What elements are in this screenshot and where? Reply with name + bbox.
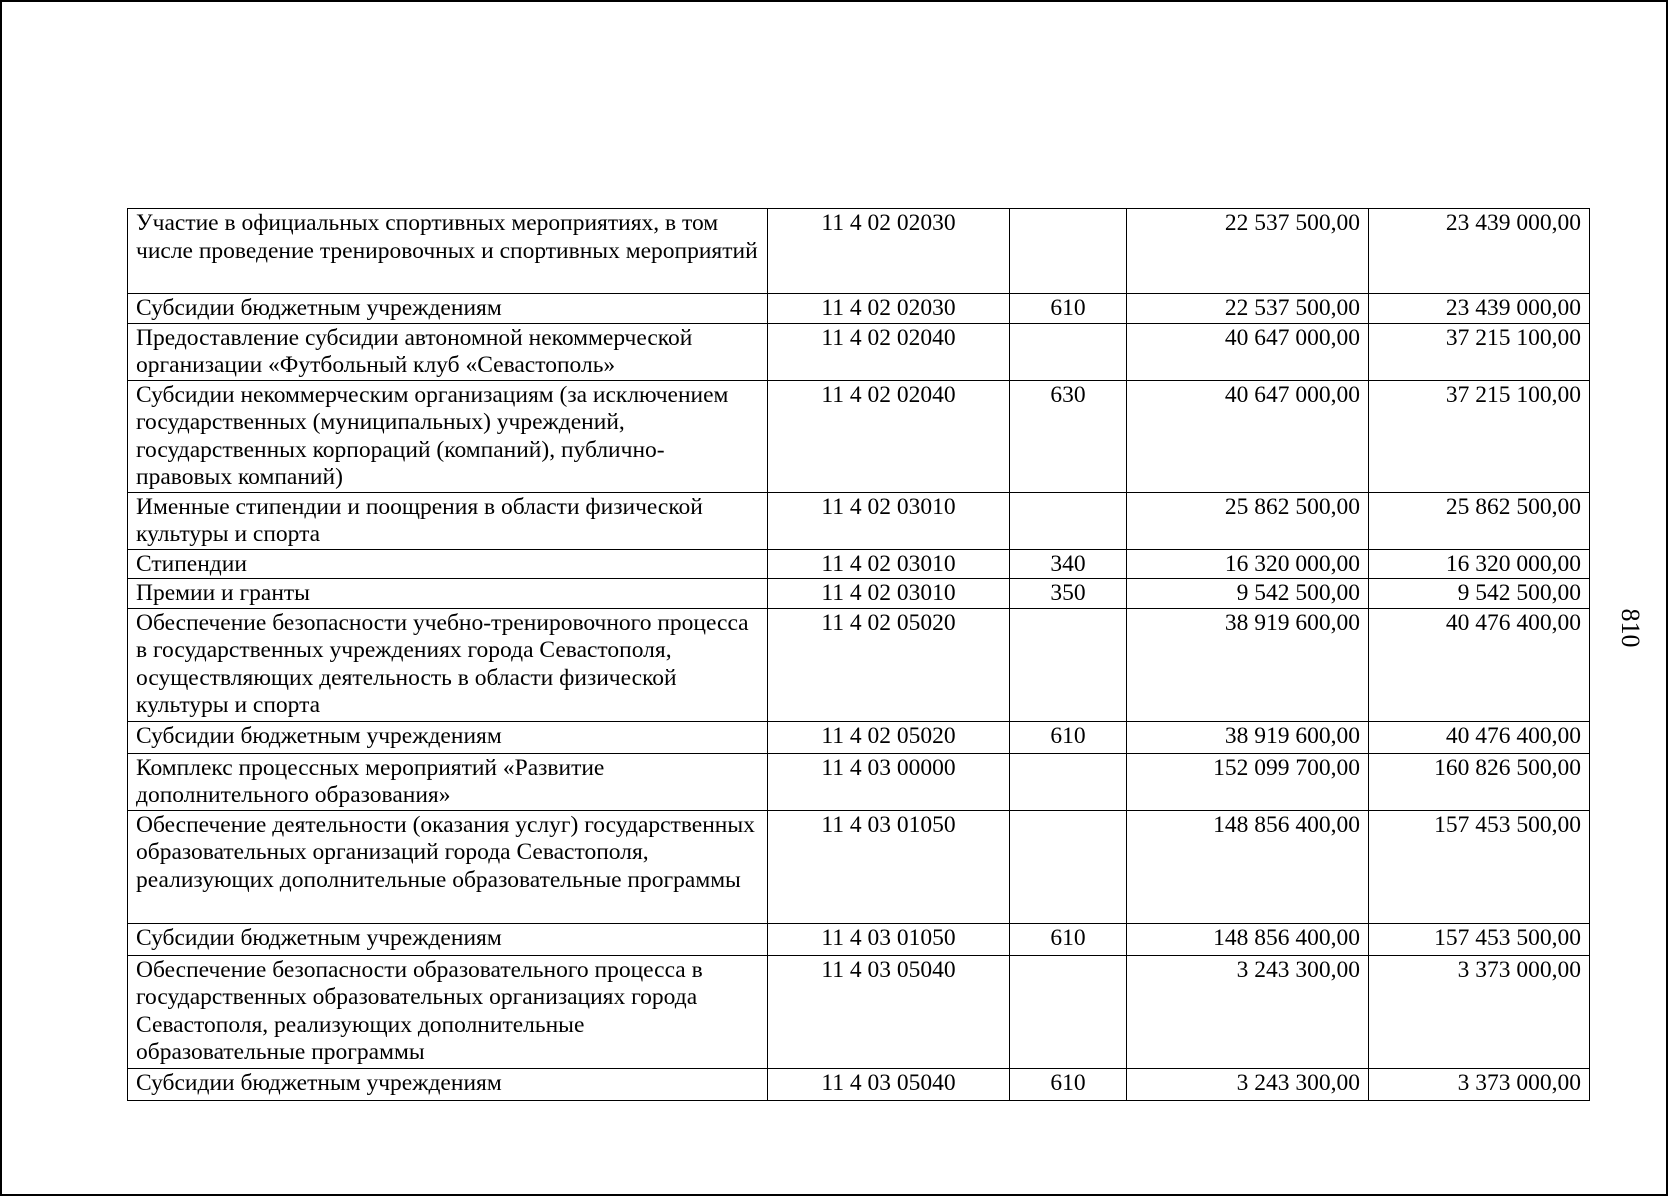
table-row <box>128 492 1590 549</box>
table-row <box>128 579 1590 609</box>
expense-type-code: 630 <box>1010 380 1127 492</box>
amount-year-2: 25 862 500,00 <box>1369 492 1590 549</box>
amount-year-2: 9 542 500,00 <box>1369 579 1590 609</box>
table-row <box>128 1068 1590 1100</box>
target-article-code: 11 4 03 01050 <box>768 810 1010 923</box>
target-article-code: 11 4 03 05040 <box>768 1068 1010 1100</box>
budget-table <box>127 208 1590 1101</box>
amount-year-1: 40 647 000,00 <box>1127 323 1369 380</box>
expense-type-code <box>1010 323 1127 380</box>
target-article-code: 11 4 03 01050 <box>768 923 1010 955</box>
target-article-code: 11 4 03 00000 <box>768 753 1010 810</box>
expense-type-code: 610 <box>1010 294 1127 324</box>
amount-year-1: 9 542 500,00 <box>1127 579 1369 609</box>
table-row <box>128 721 1590 753</box>
amount-year-2: 23 439 000,00 <box>1369 209 1590 294</box>
expense-type-code: 610 <box>1010 1068 1127 1100</box>
target-article-code: 11 4 02 02030 <box>768 209 1010 294</box>
row-name: Субсидии бюджетным учреждениям <box>128 1068 768 1100</box>
row-name: Субсидии бюджетным учреждениям <box>128 721 768 753</box>
row-name: Субсидии бюджетным учреждениям <box>128 923 768 955</box>
amount-year-1: 38 919 600,00 <box>1127 721 1369 753</box>
row-name: Субсидии бюджетным учреждениям <box>128 294 768 324</box>
target-article-code: 11 4 02 02040 <box>768 380 1010 492</box>
amount-year-1: 152 099 700,00 <box>1127 753 1369 810</box>
amount-year-1: 16 320 000,00 <box>1127 549 1369 579</box>
amount-year-2: 157 453 500,00 <box>1369 923 1590 955</box>
table-row <box>128 753 1590 810</box>
expense-type-code <box>1010 753 1127 810</box>
expense-type-code: 610 <box>1010 923 1127 955</box>
target-article-code: 11 4 03 05040 <box>768 955 1010 1068</box>
table-row <box>128 608 1590 721</box>
expense-type-code: 350 <box>1010 579 1127 609</box>
amount-year-2: 160 826 500,00 <box>1369 753 1590 810</box>
amount-year-1: 3 243 300,00 <box>1127 1068 1369 1100</box>
amount-year-2: 40 476 400,00 <box>1369 608 1590 721</box>
amount-year-1: 22 537 500,00 <box>1127 209 1369 294</box>
amount-year-1: 148 856 400,00 <box>1127 923 1369 955</box>
row-name: Предоставление субсидии автономной некоммерческой организации «Футбольный клуб «Севастополь» <box>128 323 768 380</box>
table-row <box>128 810 1590 923</box>
amount-year-2: 23 439 000,00 <box>1369 294 1590 324</box>
row-name: Обеспечение безопасности образовательного процесса в государственных образовательных организациях города Севастополя, реализующих дополнительные образовательные программы <box>128 955 768 1068</box>
amount-year-1: 25 862 500,00 <box>1127 492 1369 549</box>
amount-year-1: 38 919 600,00 <box>1127 608 1369 721</box>
row-name: Субсидии некоммерческим организациям (за исключением государственных (муниципальных) учреждений, государственных корпораций (компаний), публично-правовых компаний) <box>128 380 768 492</box>
table-row <box>128 549 1590 579</box>
row-name: Комплекс процессных мероприятий «Развитие дополнительного образования» <box>128 753 768 810</box>
target-article-code: 11 4 02 02030 <box>768 294 1010 324</box>
expense-type-code <box>1010 955 1127 1068</box>
row-name: Премии и гранты <box>128 579 768 609</box>
amount-year-2: 37 215 100,00 <box>1369 380 1590 492</box>
table-row <box>128 294 1590 324</box>
amount-year-1: 40 647 000,00 <box>1127 380 1369 492</box>
page-number: 810 <box>1616 608 1645 648</box>
row-name: Обеспечение деятельности (оказания услуг) государственных образовательных организаций города Севастополя, реализующих дополнительные образовательные программы <box>128 810 768 923</box>
amount-year-1: 148 856 400,00 <box>1127 810 1369 923</box>
amount-year-2: 157 453 500,00 <box>1369 810 1590 923</box>
amount-year-2: 3 373 000,00 <box>1369 1068 1590 1100</box>
table-row <box>128 380 1590 492</box>
row-name: Обеспечение безопасности учебно-тренировочного процесса в государственных учреждениях города Севастополя, осуществляющих деятельность в области физической культуры и спорта <box>128 608 768 721</box>
row-name: Участие в официальных спортивных мероприятиях, в том числе проведение тренировочных и спортивных мероприятий <box>128 209 768 294</box>
amount-year-2: 37 215 100,00 <box>1369 323 1590 380</box>
target-article-code: 11 4 02 03010 <box>768 549 1010 579</box>
row-name: Стипендии <box>128 549 768 579</box>
target-article-code: 11 4 02 05020 <box>768 608 1010 721</box>
table-row <box>128 209 1590 294</box>
amount-year-1: 3 243 300,00 <box>1127 955 1369 1068</box>
expense-type-code: 610 <box>1010 721 1127 753</box>
amount-year-2: 16 320 000,00 <box>1369 549 1590 579</box>
expense-type-code: 340 <box>1010 549 1127 579</box>
target-article-code: 11 4 02 02040 <box>768 323 1010 380</box>
row-name: Именные стипендии и поощрения в области физической культуры и спорта <box>128 492 768 549</box>
amount-year-2: 40 476 400,00 <box>1369 721 1590 753</box>
table-row <box>128 955 1590 1068</box>
target-article-code: 11 4 02 05020 <box>768 721 1010 753</box>
target-article-code: 11 4 02 03010 <box>768 579 1010 609</box>
expense-type-code <box>1010 209 1127 294</box>
amount-year-2: 3 373 000,00 <box>1369 955 1590 1068</box>
amount-year-1: 22 537 500,00 <box>1127 294 1369 324</box>
table-row <box>128 323 1590 380</box>
target-article-code: 11 4 02 03010 <box>768 492 1010 549</box>
expense-type-code <box>1010 608 1127 721</box>
expense-type-code <box>1010 492 1127 549</box>
table-row <box>128 923 1590 955</box>
expense-type-code <box>1010 810 1127 923</box>
